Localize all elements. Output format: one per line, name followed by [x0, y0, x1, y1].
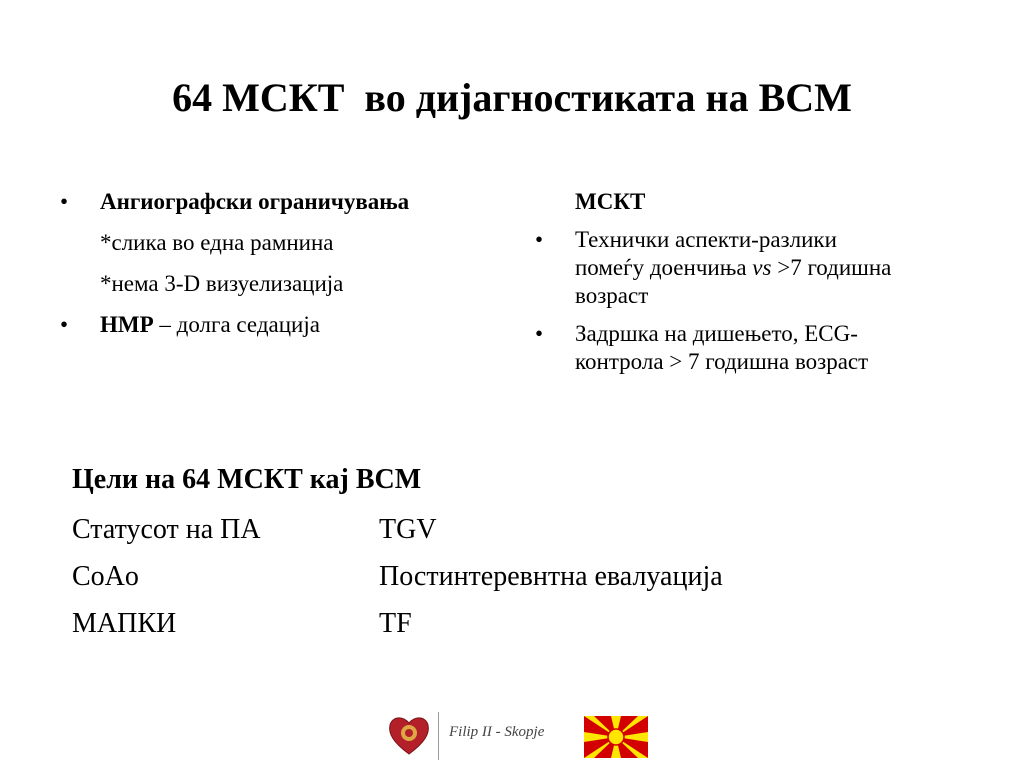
sub-item-no-3d — [60, 270, 500, 298]
goal-row — [72, 512, 723, 548]
footer-text: Filip II - Skopje — [449, 724, 545, 740]
bullet-marker: • — [535, 227, 544, 252]
heart-logo-icon — [386, 712, 432, 758]
single-plane-text: *слика во една рамнина — [100, 230, 334, 255]
goals-section — [72, 462, 723, 653]
goal-right: TF — [379, 608, 412, 639]
goal-right: TGV — [379, 514, 437, 545]
goal-left: CoAo — [72, 561, 139, 592]
goal-left: МАПКИ — [72, 608, 177, 639]
technical-line-2a: помеѓу доенчиња — [575, 255, 753, 280]
technical-line-2 — [575, 254, 965, 282]
goal-row — [72, 606, 723, 642]
goal-left: Статусот на ПА — [72, 514, 261, 545]
bullet-marker: • — [535, 321, 544, 346]
bullet-breath-hold — [535, 320, 965, 376]
bullet-marker: • — [60, 189, 69, 214]
msct-heading-row — [535, 188, 965, 216]
msct-heading: МСКТ — [575, 189, 646, 214]
bullet-angiography — [60, 188, 500, 216]
mri-label: НМР — [100, 312, 154, 337]
sub-item-single-plane — [60, 229, 500, 257]
goal-row — [72, 559, 723, 595]
macedonian-flag-icon — [584, 716, 648, 758]
slide-title: 64 МСКТ во дијагностиката на ВСМ — [172, 75, 852, 120]
mri-text: – долга седација — [153, 312, 320, 337]
goals-heading: Цели на 64 МСКТ кај ВСМ — [72, 464, 422, 495]
angiography-limitations-label: Ангиографски ограничувања — [100, 189, 410, 214]
footer — [382, 710, 652, 762]
technical-line-1: Технички аспекти-разлики — [575, 227, 837, 252]
technical-line-3: возраст — [575, 283, 649, 308]
breath-hold-line-2: контрола > 7 годишна возраст — [575, 349, 869, 374]
vs-text: vs — [752, 255, 772, 280]
goal-right: Постинтеревнтна евалуација — [379, 561, 723, 592]
bullet-marker: • — [60, 312, 69, 337]
left-column — [60, 188, 500, 352]
technical-line-2b: >7 годишна — [771, 255, 892, 280]
footer-divider — [438, 712, 439, 760]
no-3d-text: *нема 3-D визуелизација — [100, 271, 344, 296]
breath-hold-line-1: Задршка на дишењето, ECG- — [575, 321, 858, 346]
right-column — [535, 188, 965, 386]
bullet-mri — [60, 311, 500, 339]
bullet-technical-aspects — [535, 226, 965, 310]
